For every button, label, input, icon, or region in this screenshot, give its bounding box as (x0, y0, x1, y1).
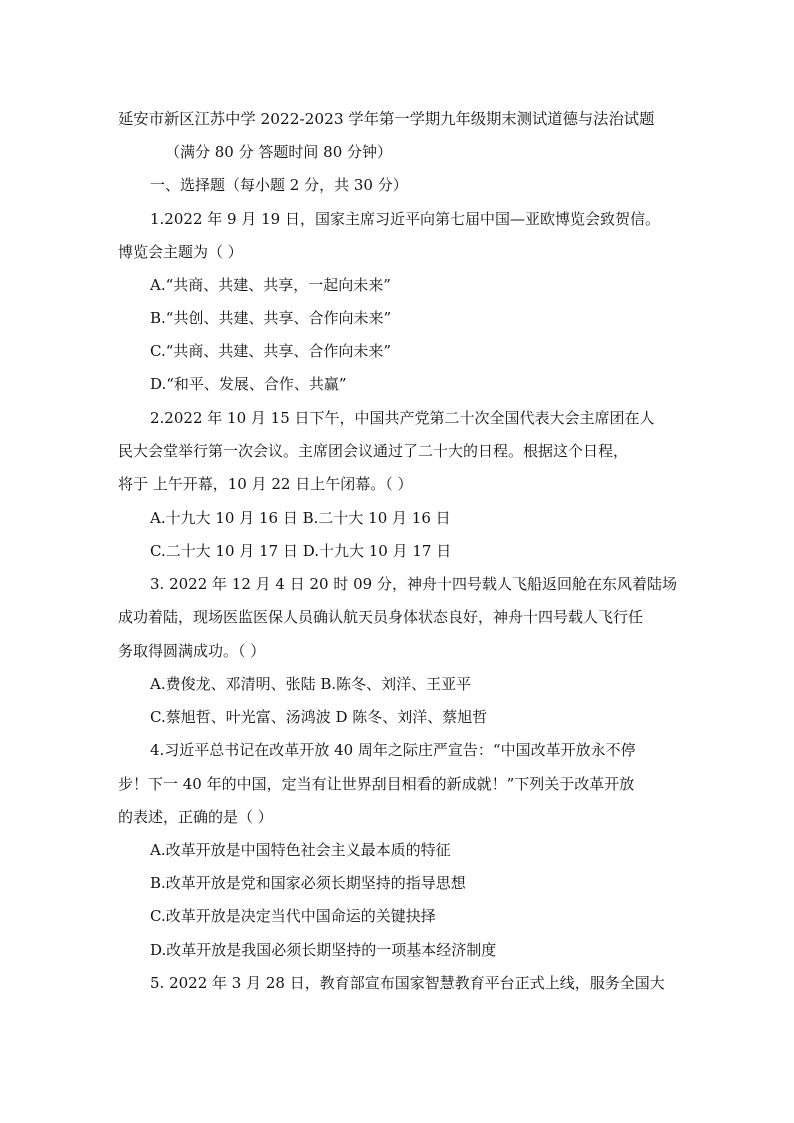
question-3-options-cd: C.蔡旭哲、叶光富、汤鸿波 D 陈冬、刘洋、蔡旭哲 (150, 708, 488, 726)
question-2-line-2: 民大会堂举行第一次会议。主席团会议通过了二十大的日程。根据这个日程， (118, 442, 629, 460)
question-1-option-d: D.“和平、发展、合作、共赢” (150, 375, 347, 393)
question-3-options-ab: A.费俊龙、邓清明、张陆 B.陈冬、刘洋、王亚平 (150, 675, 472, 693)
exam-title: 延安市新区江苏中学 2022-2023 学年第一学期九年级期末测试道德与法治试题 (118, 110, 655, 128)
question-5-line-1: 5. 2022 年 3 月 28 日，教育部宣布国家智慧教育平台正式上线，服务全国大 (150, 974, 665, 992)
question-2-options-ab: A.十九大 10 月 16 日 B.二十大 10 月 16 日 (150, 509, 451, 527)
question-1-line-1: 1.2022 年 9 月 19 日，国家主席习近平向第七届中国—亚欧博览会致贺信。 (150, 210, 660, 228)
question-4-option-b: B.改革开放是党和国家必须长期坚持的指导思想 (150, 874, 466, 892)
question-4-line-3: 的表述，正确的是（ ） (118, 808, 273, 826)
question-3-line-2: 成功着陆，现场医监医保人员确认航天员身体状态良好，神舟十四号载人飞行任 (118, 608, 644, 626)
question-1-option-c: C.“共商、共建、共享、合作向未来” (150, 342, 392, 360)
exam-subtitle: （满分 80 分 答题时间 80 分钟） (165, 143, 393, 161)
question-3-line-3: 务取得圆满成功。（ ） (118, 642, 266, 660)
question-1-option-b: B.“共创、共建、共享、合作向未来” (150, 309, 392, 327)
question-4-line-1: 4.习近平总书记在改革开放 40 周年之际庄严宣告：“中国改革开放永不停 (150, 741, 636, 759)
question-4-option-a: A.改革开放是中国特色社会主义最本质的特征 (150, 841, 451, 859)
question-4-option-d: D.改革开放是我国必须长期坚持的一项基本经济制度 (150, 941, 497, 959)
question-2-line-3: 将于 上午开幕，10 月 22 日上午闭幕。（ ） (118, 475, 413, 493)
question-2-line-1: 2.2022 年 10 月 15 日下午，中国共产党第二十次全国代表大会主席团在人 (150, 409, 655, 427)
question-4-option-c: C.改革开放是决定当代中国命运的关键抉择 (150, 907, 436, 925)
question-1-option-a: A.“共商、共建、共享，一起向未来” (150, 276, 391, 294)
question-3-line-1: 3. 2022 年 12 月 4 日 20 时 09 分，神舟十四号载人飞船返回舱在东风着陆场 (150, 575, 677, 593)
question-1-line-2: 博览会主题为（ ） (118, 243, 243, 261)
question-2-options-cd: C.二十大 10 月 17 日 D.十九大 10 月 17 日 (150, 542, 452, 560)
question-4-line-2: 步！下一 40 年的中国，定当有让世界刮目相看的新成就！”下列关于改革开放 (118, 775, 635, 793)
section-heading: 一、选择题（每小题 2 分，共 30 分） (150, 176, 408, 194)
